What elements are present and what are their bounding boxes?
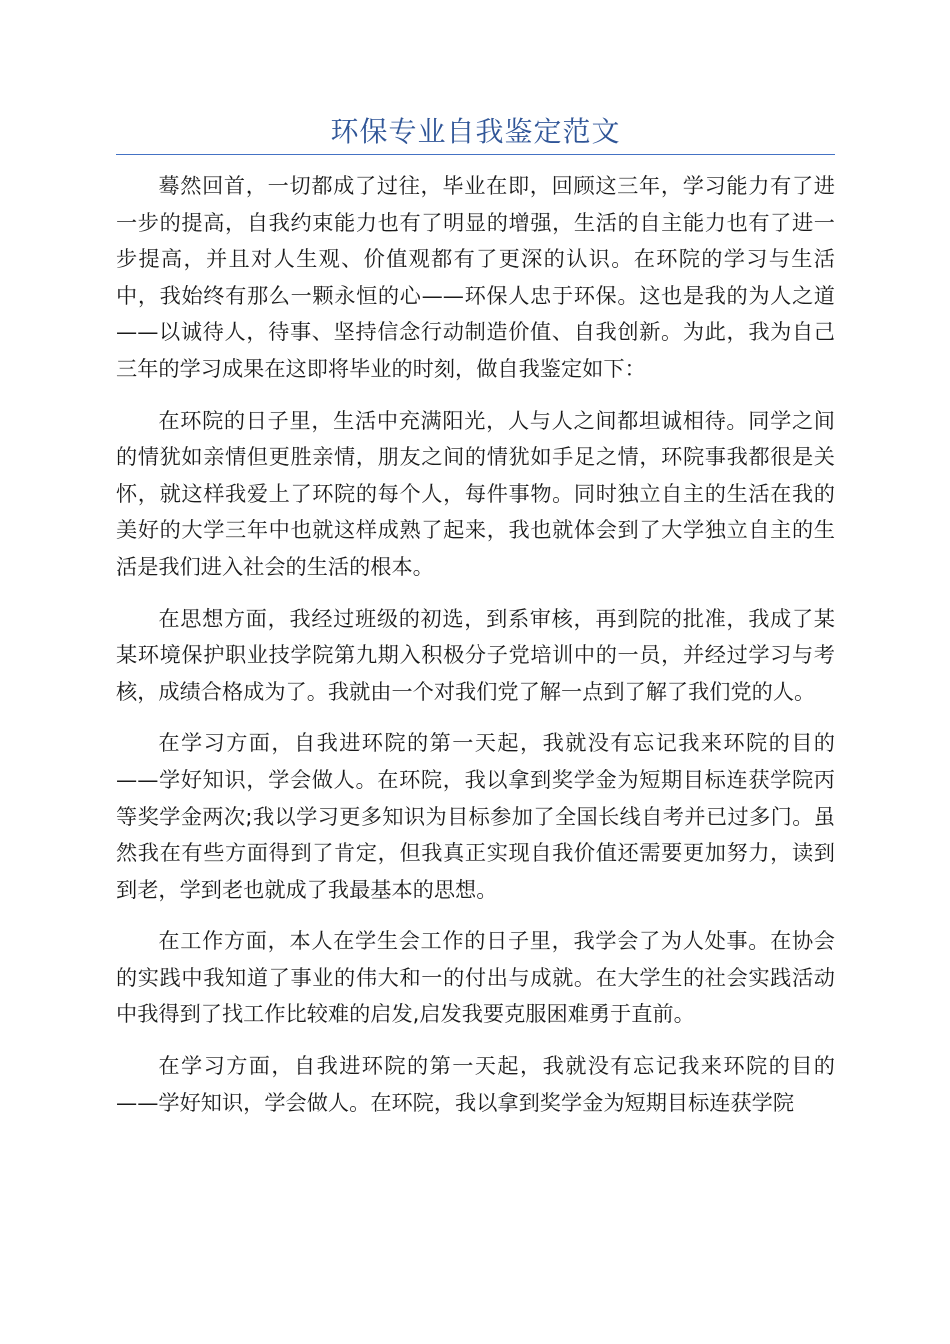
paragraph-life: 在环院的日子里，生活中充满阳光，人与人之间都坦诚相待。同学之间的情犹如亲情但更胜亲情，朋友之间的情犹如手足之情，环院事我都很是关怀，就这样我爱上了环院的每个人，每件事物。同时独立自主的生活在我的美好的大学三年中也就这样成熟了起来，我也就体会到了大学独立自主的生活是我们进入社会的生活的根本。 <box>116 407 835 579</box>
paragraph-thought: 在思想方面，我经过班级的初选，到系审核，再到院的批准，我成了某某环境保护职业技学院第九期入积极分子党培训中的一员，并经过学习与考核，成绩合格成为了。我就由一个对我们党了解一点到了解了我们党的人。 <box>116 605 835 704</box>
paragraph-study: 在学习方面，自我进环院的第一天起，我就没有忘记我来环院的目的——学好知识，学会做人。在环院，我以拿到奖学金为短期目标连获学院丙等奖学金两次;我以学习更多知识为目标参加了全国长线自考并已过多门。虽然我在有些方面得到了肯定，但我真正实现自我价值还需要更加努力，读到到老，学到老也就成了我最基本的思想。 <box>116 730 835 902</box>
document-body <box>116 168 835 1136</box>
paragraph-work: 在工作方面，本人在学生会工作的日子里，我学会了为人处事。在协会的实践中我知道了事业的伟大和一的付出与成就。在大学生的社会实践活动中我得到了找工作比较难的启发,启发我要克服困难勇于直前。 <box>116 928 835 1027</box>
paragraph-intro: 蓦然回首，一切都成了过往，毕业在即，回顾这三年，学习能力有了进一步的提高，自我约束能力也有了明显的增强，生活的自主能力也有了进一步提高，并且对人生观、价值观都有了更深的认识。在环院的学习与生活中，我始终有那么一颗永恒的心——环保人忠于环保。这也是我的为人之道——以诚待人，待事、坚持信念行动制造价值、自我创新。为此，我为自己三年的学习成果在这即将毕业的时刻，做自我鉴定如下： <box>116 173 835 381</box>
paragraph-study-repeat: 在学习方面，自我进环院的第一天起，我就没有忘记我来环院的目的——学好知识，学会做人。在环院，我以拿到奖学金为短期目标连获学院 <box>116 1053 835 1115</box>
document-title: 环保专业自我鉴定范文 <box>330 115 621 148</box>
title-underline <box>116 154 835 155</box>
